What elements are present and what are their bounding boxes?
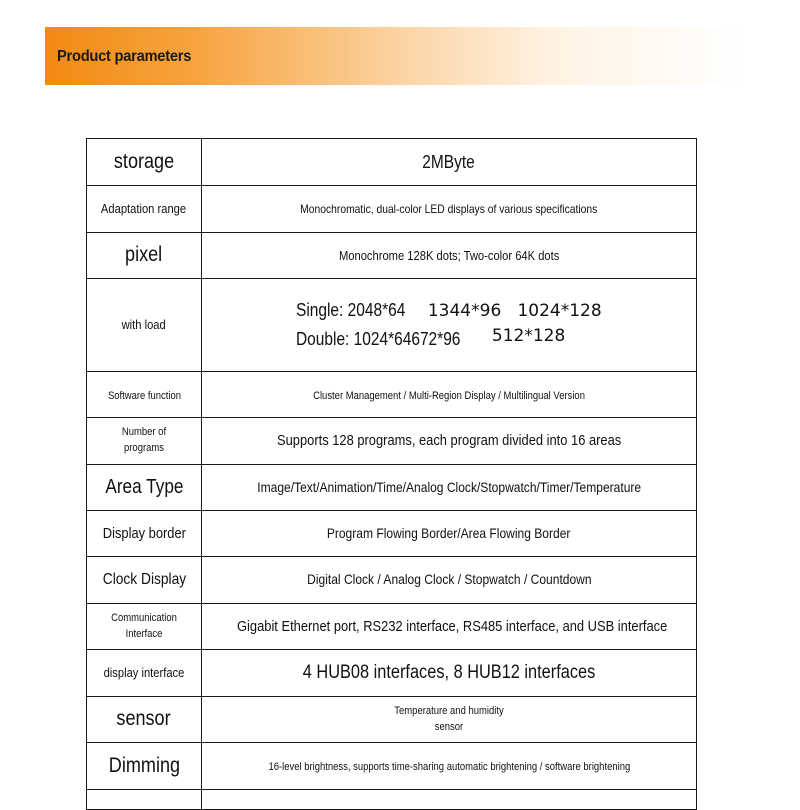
table-row: [87, 697, 697, 743]
param-key: Communication Interface: [87, 604, 202, 650]
param-key: with load: [87, 279, 202, 372]
load-single-values: 1344*96 1024*128: [427, 300, 602, 321]
section-banner: [45, 27, 745, 85]
param-value: Temperature and humidity sensor: [202, 697, 697, 743]
table-row: [87, 743, 697, 790]
table-row: [87, 139, 697, 186]
param-value: Monochromatic, dual-color LED displays of various specifications: [202, 186, 697, 233]
table-row: [87, 372, 697, 418]
table-row: [87, 279, 697, 372]
load-single-label: Single: 2048*64: [296, 299, 406, 320]
param-key: Adaptation range: [87, 186, 202, 233]
param-value: Gigabit Ethernet port, RS232 interface, RS485 interface, and USB interface: [202, 604, 697, 650]
section-title: Product parameters: [57, 48, 192, 65]
param-key: Clock Display: [87, 557, 202, 604]
table-row: [87, 650, 697, 697]
param-key: Number of programs: [87, 418, 202, 465]
param-key: Dimming: [87, 743, 202, 790]
table-row: [87, 186, 697, 233]
param-key: Area Type: [87, 465, 202, 511]
param-value: Program Flowing Border/Area Flowing Border: [202, 511, 697, 557]
param-value: Monochrome 128K dots; Two-color 64K dots: [202, 233, 697, 279]
table-row: [87, 604, 697, 650]
param-value: Cluster Management / Multi-Region Display / Multilingual Version: [202, 372, 697, 418]
param-key: display interface: [87, 650, 202, 697]
param-value: 16-level brightness, supports time-sharing automatic brightening / software brightening: [202, 743, 697, 790]
param-key: Display border: [87, 511, 202, 557]
param-value: Digital Clock / Analog Clock / Stopwatch / Countdown: [202, 557, 697, 604]
param-key: storage: [87, 139, 202, 186]
param-value: Supports 128 programs, each program divided into 16 areas: [202, 418, 697, 465]
param-key: Software function: [87, 372, 202, 418]
param-value: [202, 279, 697, 372]
param-value: 2MByte: [202, 139, 697, 186]
param-key: pixel: [87, 233, 202, 279]
load-double-values: 512*128: [491, 326, 566, 346]
table-row: [87, 233, 697, 279]
param-value: Image/Text/Animation/Time/Analog Clock/Stopwatch/Timer/Temperature: [202, 465, 697, 511]
param-key: sensor: [87, 697, 202, 743]
table-row: [87, 557, 697, 604]
table-row: [87, 465, 697, 511]
table-row: [87, 418, 697, 465]
product-parameters-table: [86, 138, 697, 810]
load-double-label: Double: 1024*64672*96: [296, 329, 461, 349]
param-value: 4 HUB08 interfaces, 8 HUB12 interfaces: [202, 650, 697, 697]
table-row: [87, 511, 697, 557]
